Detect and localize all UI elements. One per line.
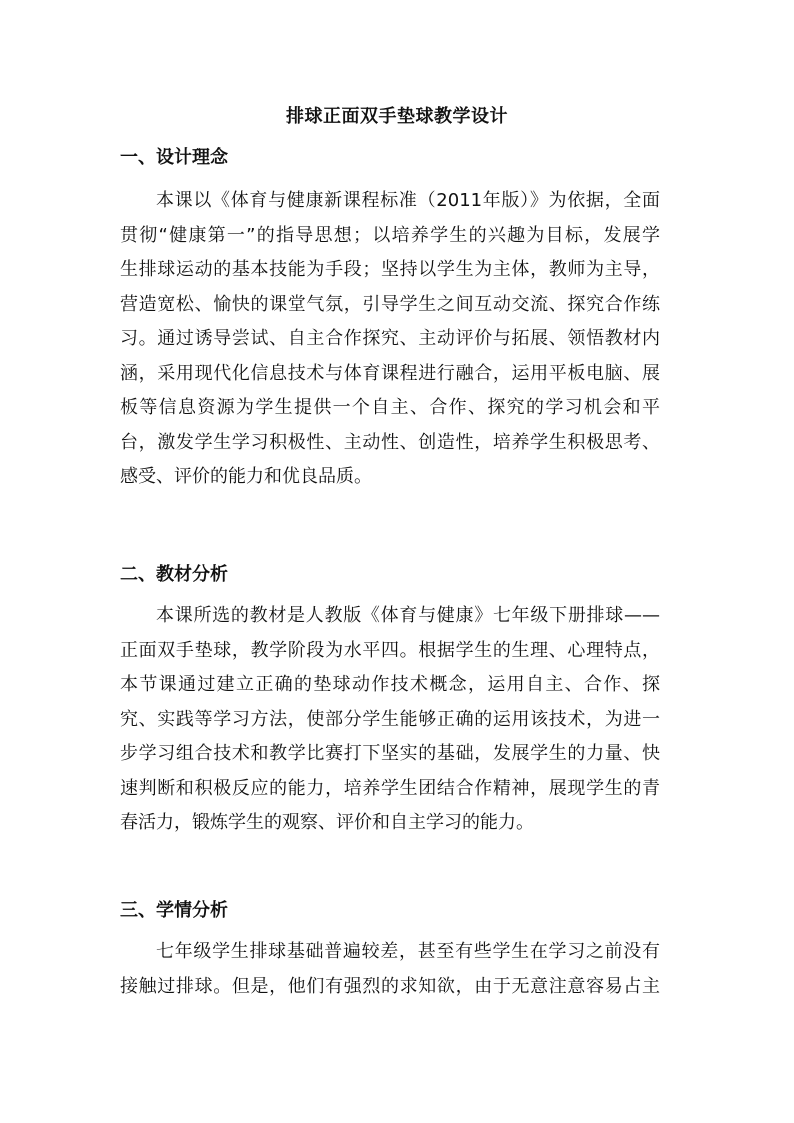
paragraph-line: 步学习组合技术和教学比赛打下坚实的基础，发展学生的力量、快 — [120, 743, 660, 764]
paragraph-line: 营造宽松、愉快的课堂气氛，引导学生之间互动交流、探究合作练 — [120, 293, 660, 315]
paragraph-student-analysis — [120, 935, 660, 1004]
paragraph-line: 生排球运动的基本技能为手段；坚持以学生为主体，教师为主导， — [120, 259, 660, 280]
section-heading-material-analysis: 二、教材分析 — [120, 564, 228, 585]
section-heading-student-analysis: 三、学情分析 — [120, 900, 228, 921]
paragraph-line: 七年级学生排球基础普遍较差，甚至有些学生在学习之前没有 — [156, 941, 660, 962]
paragraph-line: 究、实践等学习方法，使部分学生能够正确的运用该技术，为进一 — [120, 708, 660, 730]
paragraph-design-concept — [120, 184, 660, 495]
paragraph-line: 台，激发学生学习积极性、主动性、创造性，培养学生积极思考、 — [120, 431, 660, 453]
section-heading-design-concept: 一、设计理念 — [120, 147, 228, 168]
paragraph-line: 速判断和积极反应的能力，培养学生团结合作精神，展现学生的青 — [120, 777, 660, 799]
document-title: 排球正面双手垫球教学设计 — [286, 106, 508, 127]
paragraph-line: 感受、评价的能力和优良品质。 — [120, 466, 372, 487]
paragraph-line: 正面双手垫球，教学阶段为水平四。根据学生的生理、心理特点， — [120, 639, 660, 661]
paragraph-line: 本课以《体育与健康新课程标准（2011年版）》为依据，全面 — [156, 190, 660, 211]
paragraph-material-analysis — [120, 599, 660, 841]
paragraph-line: 涵，采用现代化信息技术与体育课程进行融合，运用平板电脑、展 — [120, 362, 660, 384]
paragraph-line: 习。通过诱导尝试、自主合作探究、主动评价与拓展、领悟教材内 — [120, 328, 660, 349]
paragraph-line: 本节课通过建立正确的垫球动作技术概念，运用自主、合作、探 — [120, 674, 660, 695]
paragraph-line: 春活力，锻炼学生的观察、评价和自主学习的能力。 — [120, 812, 534, 833]
paragraph-line: 接触过排球。但是，他们有强烈的求知欲，由于无意注意容易占主 — [120, 975, 660, 997]
paragraph-line: 贯彻“健康第一”的指导思想；以培养学生的兴趣为目标，发展学 — [120, 224, 660, 246]
paragraph-line: 本课所选的教材是人教版《体育与健康》七年级下册排球—— — [156, 605, 660, 626]
paragraph-line: 板等信息资源为学生提供一个自主、合作、探究的学习机会和平 — [120, 397, 660, 418]
